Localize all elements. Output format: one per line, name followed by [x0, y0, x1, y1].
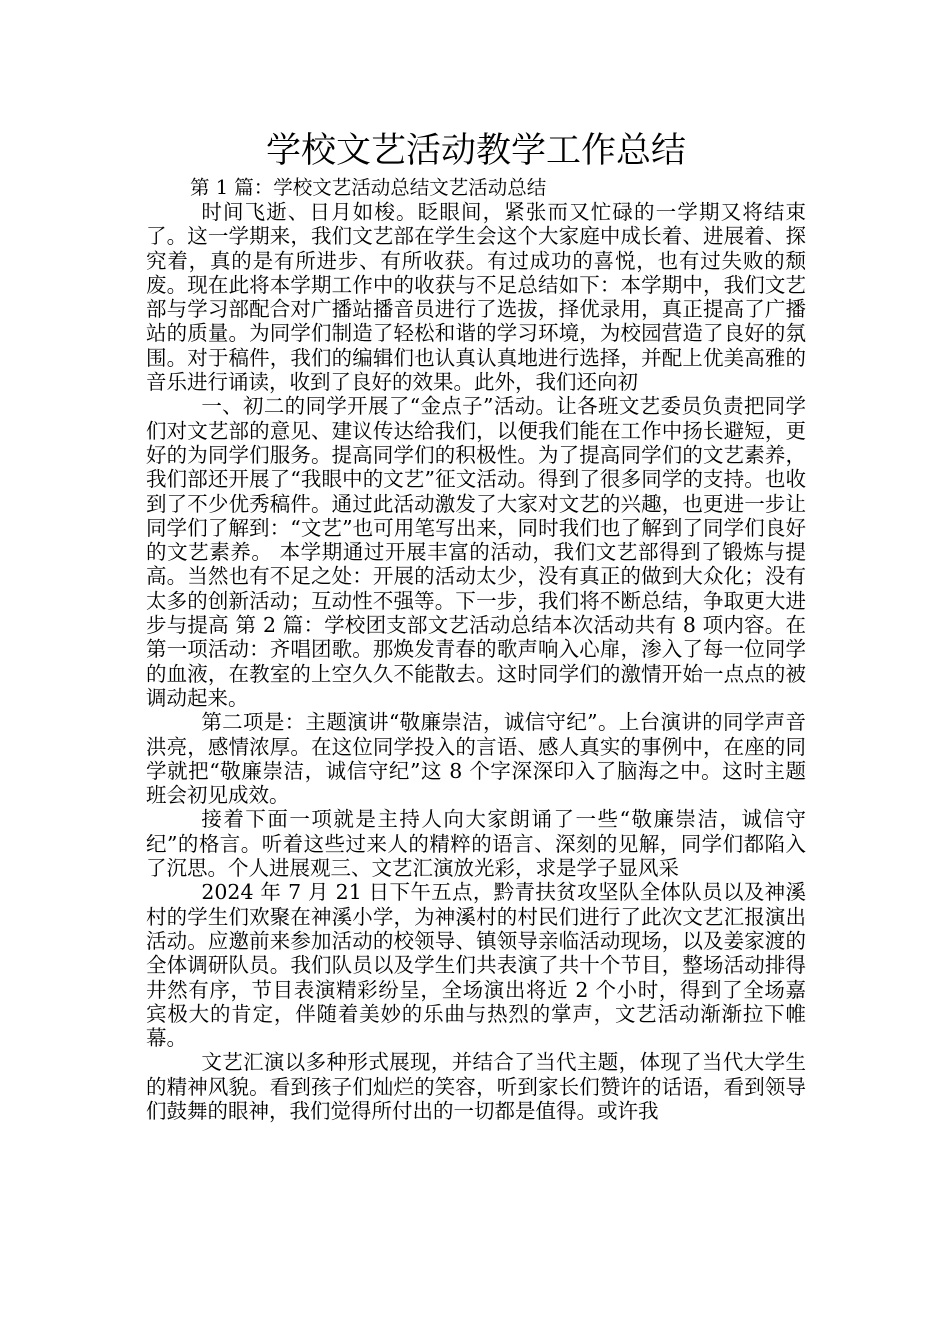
- paragraph-6: 文艺汇演以多种形式展现，并结合了当代主题，体现了当代大学生的精神风貌。看到孩子们灿烂的笑容，听到家长们赞许的话语，看到领导们鼓舞的眼神，我们觉得所付出的一切都是值得。或许我: [146, 1050, 806, 1123]
- document-title: 学校文艺活动教学工作总结: [265, 131, 686, 171]
- paragraph-3: 第二项是：主题演讲“敬廉崇洁，诚信守纪”。上台演讲的同学声音洪亮，感情浓厚。在这位同学投入的言语、感人真实的事例中，在座的同学就把“敬廉崇洁，诚信守纪”这 8 个字深深印入了脑海之中。这时主题班会初见成效。: [146, 710, 806, 808]
- paragraph-4: 接着下面一项就是主持人向大家朗诵了一些“敬廉崇洁，诚信守纪”的格言。听着这些过来人的精粹的语言、深刻的见解，同学们都陷入了沉思。个人进展观三、文艺汇演放光彩，求是学子显风采: [146, 807, 806, 881]
- document-body: [146, 200, 806, 1123]
- paragraph-2: 一、初二的同学开展了“金点子”活动。让各班文艺委员负责把同学们对文艺部的意见、建议传达给我们，以便我们能在工作中扬长避短，更好的为同学们服务。提高同学们的积极性。为了提高同学们的文艺素养，我们部还开展了“我眼中的文艺”征文活动。得到了很多同学的支持。也收到了不少优秀稿件。通过此活动激发了大家对文艺的兴趣，也更进一步让同学们了解到：“文艺”也可用笔写出来，同时我们也了解到了同学们良好的文艺素养。 本学期通过开展丰富的活动，我们文艺部得到了锻炼与提高。当然也有不足之处：开展的活动太少，没有真正的做到大众化；没有太多的创新活动；互动性不强等。下一步，我们将不断总结，争取更大进步与提高 第 2 篇：学校团支部文艺活动总结本次活动共有 8 项内容。在第一项活动：齐唱团歌。那焕发青春的歌声响入心扉，渗入了每一位同学的血液，在教室的上空久久不能散去。这时同学们的激情开始一点点的被调动起来。: [146, 394, 806, 710]
- paragraph-1: 时间飞逝、日月如梭。眨眼间，紧张而又忙碌的一学期又将结束了。这一学期来，我们文艺部在学生会这个大家庭中成长着、进展着、探究着，真的是有所进步、有所收获。有过成功的喜悦，也有过失败的颓废。现在此将本学期工作中的收获与不足总结如下：本学期中，我们文艺部与学习部配合对广播站播音员进行了选拔，择优录用，真正提高了广播站的质量。为同学们制造了轻松和谐的学习环境，为校园营造了良好的氛围。对于稿件，我们的编辑们也认真认真地进行选择，并配上优美高雅的音乐进行诵读，收到了良好的效果。此外，我们还向初: [146, 200, 806, 395]
- paragraph-5: 2024 年 7 月 21 日下午五点，黔青扶贫攻坚队全体队员以及神溪村的学生们欢聚在神溪小学，为神溪村的村民们进行了此次文艺汇报演出活动。应邀前来参加活动的校领导、镇领导亲临活动现场，以及姜家渡的全体调研队员。我们队员以及学生们共表演了共十个节目，整场活动排得井然有序，节目表演精彩纷呈，全场演出将近 2 个小时，得到了全场嘉宾极大的肯定，伴随着美妙的乐曲与热烈的掌声，文艺活动渐渐拉下帷幕。: [146, 880, 806, 1051]
- section-heading: 第 1 篇：学校文艺活动总结文艺活动总结: [190, 176, 547, 199]
- document-page: [146, 0, 806, 1344]
